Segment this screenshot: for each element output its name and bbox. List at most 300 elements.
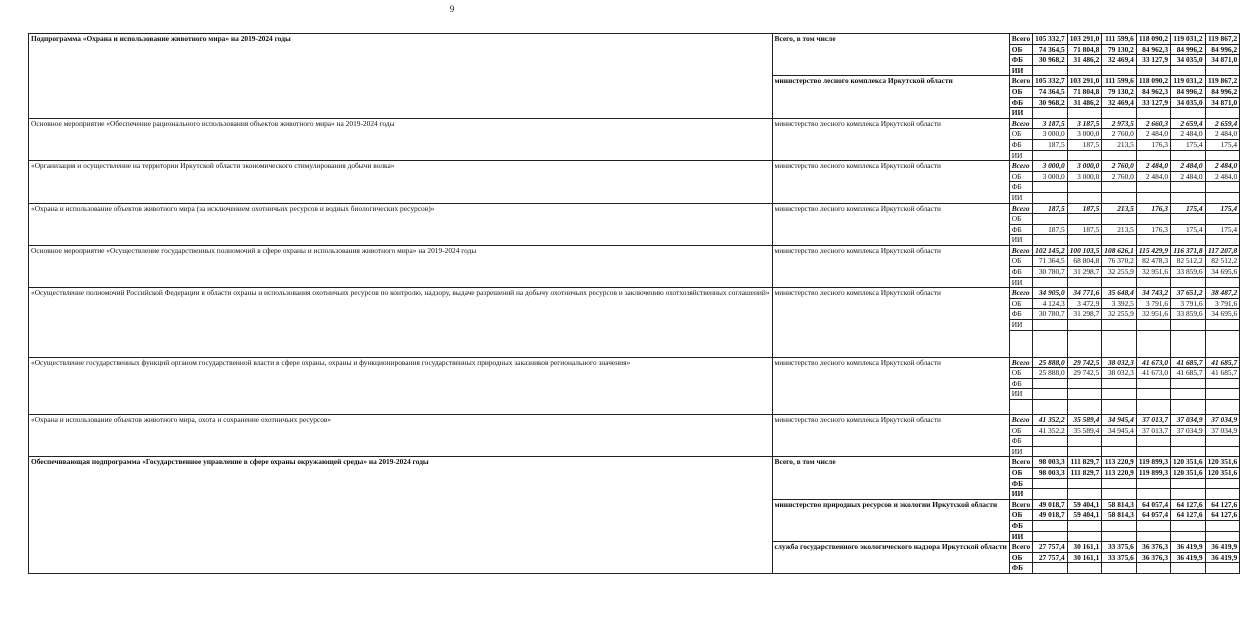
amount-cell	[1205, 563, 1240, 574]
amount-cell	[1067, 531, 1102, 542]
amount-cell: 58 814,3	[1102, 499, 1137, 510]
amount-cell: 36 419,9	[1171, 552, 1206, 563]
amount-cell: 36 376,3	[1136, 552, 1170, 563]
funding-source-cell: ФБ	[1009, 97, 1032, 108]
funding-source-cell: Всего	[1009, 118, 1032, 129]
amount-cell	[1102, 531, 1137, 542]
funding-source-cell: ОБ	[1009, 552, 1032, 563]
amount-cell: 27 757,4	[1033, 552, 1068, 563]
amount-cell: 25 888,0	[1033, 368, 1068, 379]
amount-cell	[1136, 436, 1170, 447]
amount-cell: 41 685,7	[1171, 357, 1206, 368]
amount-cell: 37 013,7	[1136, 415, 1170, 426]
amount-cell: 84 996,2	[1171, 44, 1206, 55]
funding-source-cell: ОБ	[1009, 214, 1032, 225]
amount-cell	[1171, 192, 1206, 203]
amount-cell	[1033, 182, 1068, 193]
funding-source-cell: Всего	[1009, 415, 1032, 426]
table-row	[29, 161, 1240, 172]
amount-cell	[1171, 520, 1206, 531]
amount-cell: 41 352,2	[1033, 415, 1068, 426]
amount-cell	[1136, 478, 1170, 489]
amount-cell: 30 780,7	[1033, 309, 1068, 320]
amount-cell: 32 951,6	[1136, 267, 1170, 278]
amount-cell: 100 103,5	[1067, 245, 1102, 256]
amount-cell: 119 031,2	[1171, 34, 1206, 45]
amount-cell	[1067, 520, 1102, 531]
amount-cell: 33 859,6	[1171, 309, 1206, 320]
amount-cell: 120 351,6	[1205, 467, 1240, 478]
amount-cell: 38 487,2	[1205, 288, 1240, 299]
amount-cell	[1033, 108, 1068, 119]
amount-cell	[1205, 378, 1240, 389]
amount-cell: 29 742,5	[1067, 357, 1102, 368]
amount-cell	[1205, 389, 1240, 400]
amount-cell	[1136, 531, 1170, 542]
amount-cell: 37 034,9	[1171, 415, 1206, 426]
amount-cell: 30 968,2	[1033, 97, 1068, 108]
amount-cell: 119 031,2	[1171, 76, 1206, 87]
amount-cell: 119 899,3	[1136, 467, 1170, 478]
amount-cell	[1136, 108, 1170, 119]
amount-cell: 71 804,8	[1067, 86, 1102, 97]
empty-cell	[1171, 400, 1206, 415]
amount-cell: 3 791,6	[1205, 298, 1240, 309]
amount-cell: 213,5	[1102, 139, 1137, 150]
amount-cell	[1171, 378, 1206, 389]
amount-cell: 187,5	[1067, 224, 1102, 235]
executor-cell: министерство лесного комплекса Иркутской области	[772, 76, 1009, 118]
amount-cell: 2 660,3	[1136, 118, 1170, 129]
amount-cell: 59 404,1	[1067, 510, 1102, 521]
funding-source-cell: ИИ	[1009, 446, 1032, 457]
amount-cell	[1102, 563, 1137, 574]
funding-source-cell: Всего	[1009, 499, 1032, 510]
amount-cell	[1136, 65, 1170, 76]
amount-cell	[1067, 389, 1102, 400]
funding-source-cell: ОБ	[1009, 86, 1032, 97]
amount-cell: 175,4	[1205, 224, 1240, 235]
amount-cell	[1033, 478, 1068, 489]
amount-cell: 3 000,0	[1067, 161, 1102, 172]
amount-cell: 176,3	[1136, 203, 1170, 214]
amount-cell: 49 018,7	[1033, 510, 1068, 521]
amount-cell: 32 951,6	[1136, 309, 1170, 320]
amount-cell: 33 127,9	[1136, 55, 1170, 66]
amount-cell: 35 648,4	[1102, 288, 1137, 299]
amount-cell: 118 090,2	[1136, 76, 1170, 87]
amount-cell: 41 685,7	[1171, 368, 1206, 379]
amount-cell	[1033, 320, 1068, 331]
page-number: 9	[449, 4, 455, 14]
amount-cell: 31 486,2	[1067, 55, 1102, 66]
amount-cell: 187,5	[1033, 203, 1068, 214]
amount-cell	[1205, 192, 1240, 203]
amount-cell: 102 145,2	[1033, 245, 1068, 256]
amount-cell	[1205, 182, 1240, 193]
amount-cell: 31 486,2	[1067, 97, 1102, 108]
amount-cell: 84 996,2	[1205, 44, 1240, 55]
amount-cell: 2 973,5	[1102, 118, 1137, 129]
amount-cell	[1033, 277, 1068, 288]
amount-cell	[1102, 489, 1137, 500]
executor-cell: министерство лесного комплекса Иркутской области	[772, 357, 1009, 414]
amount-cell: 34 695,6	[1205, 267, 1240, 278]
executor-cell: Всего, в том числе	[772, 457, 1009, 499]
amount-cell: 37 034,9	[1171, 425, 1206, 436]
program-name-cell: «Охрана и использование объектов животного мира (за исключением охотничьих ресурсов и водных биологических ресурсов)»	[29, 203, 773, 245]
funding-source-cell: Всего	[1009, 542, 1032, 553]
amount-cell: 111 829,7	[1067, 467, 1102, 478]
amount-cell	[1102, 150, 1137, 161]
amount-cell: 4 124,3	[1033, 298, 1068, 309]
funding-source-cell: Всего	[1009, 34, 1032, 45]
amount-cell: 71 804,8	[1067, 44, 1102, 55]
funding-source-cell: ОБ	[1009, 425, 1032, 436]
amount-cell	[1102, 65, 1137, 76]
amount-cell: 64 127,6	[1171, 499, 1206, 510]
amount-cell: 175,4	[1171, 139, 1206, 150]
amount-cell: 41 673,0	[1136, 368, 1170, 379]
executor-cell: министерство лесного комплекса Иркутской области	[772, 161, 1009, 203]
amount-cell	[1102, 235, 1137, 246]
amount-cell: 120 351,6	[1171, 467, 1206, 478]
amount-cell: 2 760,0	[1102, 129, 1137, 140]
empty-cell	[1102, 400, 1137, 415]
amount-cell: 175,4	[1171, 203, 1206, 214]
empty-cell	[1136, 400, 1170, 415]
amount-cell	[1171, 489, 1206, 500]
amount-cell: 84 962,3	[1136, 44, 1170, 55]
amount-cell: 118 090,2	[1136, 34, 1170, 45]
amount-cell	[1171, 277, 1206, 288]
amount-cell: 33 859,6	[1171, 267, 1206, 278]
amount-cell	[1067, 214, 1102, 225]
amount-cell	[1102, 378, 1137, 389]
amount-cell: 213,5	[1102, 203, 1137, 214]
funding-source-cell: ОБ	[1009, 129, 1032, 140]
amount-cell: 30 780,7	[1033, 267, 1068, 278]
amount-cell	[1102, 436, 1137, 447]
amount-cell: 74 364,5	[1033, 44, 1068, 55]
amount-cell	[1136, 150, 1170, 161]
amount-cell	[1067, 192, 1102, 203]
executor-cell: служба государственного экологического надзора Иркутской области	[772, 542, 1009, 574]
amount-cell: 64 057,4	[1136, 510, 1170, 521]
amount-cell: 2 484,0	[1136, 129, 1170, 140]
amount-cell	[1171, 478, 1206, 489]
funding-source-cell: Всего	[1009, 457, 1032, 468]
amount-cell: 34 695,6	[1205, 309, 1240, 320]
amount-cell	[1205, 489, 1240, 500]
program-name-cell: «Организация и осуществление на территории Иркутской области экономического стимулирования добычи волка»	[29, 161, 773, 203]
funding-source-cell: ИИ	[1009, 108, 1032, 119]
amount-cell	[1136, 446, 1170, 457]
empty-cell	[1009, 330, 1032, 357]
funding-source-cell: ФБ	[1009, 563, 1032, 574]
executor-cell: министерство лесного комплекса Иркутской области	[772, 203, 1009, 245]
amount-cell: 82 512,2	[1205, 256, 1240, 267]
amount-cell	[1136, 520, 1170, 531]
funding-source-cell: ИИ	[1009, 320, 1032, 331]
amount-cell: 2 760,0	[1102, 161, 1137, 172]
amount-cell	[1171, 235, 1206, 246]
amount-cell: 2 484,0	[1136, 171, 1170, 182]
amount-cell	[1136, 563, 1170, 574]
amount-cell: 38 032,3	[1102, 368, 1137, 379]
amount-cell: 33 375,6	[1102, 552, 1137, 563]
amount-cell: 3 000,0	[1067, 129, 1102, 140]
program-name-cell: Основное мероприятие «Осуществление государственных полномочий в сфере охраны и использования животного мира» на 2019-2024 годы	[29, 245, 773, 287]
amount-cell: 111 829,7	[1067, 457, 1102, 468]
funding-source-cell: Всего	[1009, 76, 1032, 87]
executor-cell: Всего, в том числе	[772, 34, 1009, 76]
amount-cell: 33 127,9	[1136, 97, 1170, 108]
funding-source-cell: ИИ	[1009, 389, 1032, 400]
amount-cell	[1205, 320, 1240, 331]
amount-cell	[1102, 214, 1137, 225]
amount-cell	[1136, 489, 1170, 500]
amount-cell: 41 352,2	[1033, 425, 1068, 436]
amount-cell	[1136, 192, 1170, 203]
amount-cell: 34 905,0	[1033, 288, 1068, 299]
amount-cell: 31 298,7	[1067, 309, 1102, 320]
amount-cell	[1102, 182, 1137, 193]
amount-cell: 113 220,9	[1102, 457, 1137, 468]
amount-cell	[1033, 446, 1068, 457]
table-row	[29, 34, 1240, 45]
amount-cell: 41 685,7	[1205, 368, 1240, 379]
amount-cell: 176,3	[1136, 139, 1170, 150]
amount-cell	[1102, 520, 1137, 531]
amount-cell: 3 392,5	[1102, 298, 1137, 309]
amount-cell: 103 291,0	[1067, 76, 1102, 87]
amount-cell: 37 013,7	[1136, 425, 1170, 436]
funding-source-cell: ФБ	[1009, 378, 1032, 389]
amount-cell: 49 018,7	[1033, 499, 1068, 510]
amount-cell: 64 127,6	[1205, 510, 1240, 521]
funding-source-cell: ФБ	[1009, 139, 1032, 150]
funding-source-cell: ОБ	[1009, 467, 1032, 478]
amount-cell	[1067, 563, 1102, 574]
amount-cell: 187,5	[1067, 139, 1102, 150]
amount-cell	[1171, 389, 1206, 400]
amount-cell	[1033, 214, 1068, 225]
funding-source-cell: Всего	[1009, 245, 1032, 256]
table-row	[29, 288, 1240, 299]
amount-cell: 213,5	[1102, 224, 1137, 235]
amount-cell: 175,4	[1205, 203, 1240, 214]
amount-cell: 34 945,4	[1102, 425, 1137, 436]
funding-source-cell: ОБ	[1009, 510, 1032, 521]
amount-cell	[1033, 65, 1068, 76]
funding-source-cell: ОБ	[1009, 44, 1032, 55]
amount-cell	[1205, 531, 1240, 542]
empty-cell	[1205, 400, 1240, 415]
funding-source-cell: ОБ	[1009, 171, 1032, 182]
amount-cell: 32 255,9	[1102, 309, 1137, 320]
program-name-cell: Основное мероприятие «Обеспечение рационального использования объектов животного мира» на 2019-2024 годы	[29, 118, 773, 160]
amount-cell: 187,5	[1033, 139, 1068, 150]
amount-cell: 119 867,2	[1205, 76, 1240, 87]
amount-cell: 41 685,7	[1205, 357, 1240, 368]
amount-cell: 59 404,1	[1067, 499, 1102, 510]
amount-cell	[1033, 235, 1068, 246]
amount-cell: 3 791,6	[1171, 298, 1206, 309]
amount-cell: 33 375,6	[1102, 542, 1137, 553]
funding-source-cell: ИИ	[1009, 235, 1032, 246]
budget-table	[28, 33, 1240, 574]
table-row	[29, 203, 1240, 214]
amount-cell	[1033, 378, 1068, 389]
amount-cell: 98 003,3	[1033, 457, 1068, 468]
amount-cell: 25 888,0	[1033, 357, 1068, 368]
amount-cell	[1033, 436, 1068, 447]
amount-cell: 2 484,0	[1171, 161, 1206, 172]
program-name-cell: «Осуществление государственных функций органом государственной власти в сфере охраны, охраны и функционирования государственных природных заказников регионального значения»	[29, 357, 773, 414]
amount-cell: 3 000,0	[1033, 171, 1068, 182]
amount-cell	[1171, 446, 1206, 457]
amount-cell: 34 035,0	[1171, 55, 1206, 66]
amount-cell	[1067, 108, 1102, 119]
executor-cell: министерство лесного комплекса Иркутской области	[772, 288, 1009, 357]
amount-cell	[1171, 436, 1206, 447]
amount-cell: 2 484,0	[1205, 161, 1240, 172]
funding-source-cell: ФБ	[1009, 478, 1032, 489]
amount-cell: 82 512,2	[1171, 256, 1206, 267]
funding-source-cell: ФБ	[1009, 224, 1032, 235]
amount-cell: 176,3	[1136, 224, 1170, 235]
amount-cell: 71 364,5	[1033, 256, 1068, 267]
empty-cell	[1009, 400, 1032, 415]
amount-cell: 84 962,3	[1136, 86, 1170, 97]
amount-cell: 74 364,5	[1033, 86, 1068, 97]
amount-cell: 34 743,2	[1136, 288, 1170, 299]
amount-cell: 120 351,6	[1205, 457, 1240, 468]
amount-cell	[1067, 436, 1102, 447]
amount-cell: 29 742,5	[1067, 368, 1102, 379]
table-row	[29, 245, 1240, 256]
amount-cell: 37 651,2	[1171, 288, 1206, 299]
table-row	[29, 357, 1240, 368]
amount-cell	[1205, 277, 1240, 288]
amount-cell	[1102, 277, 1137, 288]
amount-cell	[1067, 235, 1102, 246]
amount-cell: 34 871,0	[1205, 97, 1240, 108]
amount-cell	[1067, 446, 1102, 457]
amount-cell	[1067, 182, 1102, 193]
amount-cell: 37 034,9	[1205, 415, 1240, 426]
table-row	[29, 415, 1240, 426]
amount-cell: 30 161,1	[1067, 552, 1102, 563]
amount-cell	[1033, 531, 1068, 542]
amount-cell: 36 376,3	[1136, 542, 1170, 553]
amount-cell	[1171, 65, 1206, 76]
empty-cell	[1033, 330, 1068, 357]
amount-cell: 3 187,5	[1033, 118, 1068, 129]
amount-cell	[1067, 150, 1102, 161]
funding-source-cell: Всего	[1009, 357, 1032, 368]
empty-cell	[1033, 400, 1068, 415]
executor-cell: министерство лесного комплекса Иркутской области	[772, 415, 1009, 457]
amount-cell	[1205, 65, 1240, 76]
amount-cell: 3 000,0	[1033, 161, 1068, 172]
amount-cell: 68 804,8	[1067, 256, 1102, 267]
amount-cell	[1136, 214, 1170, 225]
funding-source-cell: ИИ	[1009, 489, 1032, 500]
amount-cell: 32 469,4	[1102, 97, 1137, 108]
amount-cell: 27 757,4	[1033, 542, 1068, 553]
amount-cell: 84 996,2	[1171, 86, 1206, 97]
amount-cell: 3 000,0	[1033, 129, 1068, 140]
amount-cell	[1067, 478, 1102, 489]
amount-cell: 64 127,6	[1171, 510, 1206, 521]
amount-cell	[1033, 192, 1068, 203]
empty-cell	[1067, 400, 1102, 415]
amount-cell: 175,4	[1171, 224, 1206, 235]
amount-cell: 108 626,1	[1102, 245, 1137, 256]
amount-cell	[1033, 489, 1068, 500]
amount-cell	[1136, 389, 1170, 400]
empty-cell	[1171, 330, 1206, 357]
amount-cell: 79 130,2	[1102, 86, 1137, 97]
amount-cell	[1171, 182, 1206, 193]
amount-cell: 84 996,2	[1205, 86, 1240, 97]
program-name-cell: Обеспечивающая подпрограмма «Государственное управление в сфере охраны окружающей среды» на 2019-2024 годы	[29, 457, 773, 574]
amount-cell: 30 161,1	[1067, 542, 1102, 553]
amount-cell	[1102, 108, 1137, 119]
amount-cell: 30 968,2	[1033, 55, 1068, 66]
amount-cell: 79 130,2	[1102, 44, 1137, 55]
funding-source-cell: ИИ	[1009, 150, 1032, 161]
amount-cell	[1067, 65, 1102, 76]
amount-cell: 32 469,4	[1102, 55, 1137, 66]
funding-source-cell: ФБ	[1009, 55, 1032, 66]
amount-cell	[1136, 235, 1170, 246]
amount-cell: 117 207,8	[1205, 245, 1240, 256]
amount-cell: 187,5	[1067, 203, 1102, 214]
amount-cell: 41 673,0	[1136, 357, 1170, 368]
amount-cell	[1171, 563, 1206, 574]
amount-cell: 36 419,9	[1205, 552, 1240, 563]
amount-cell: 111 599,6	[1102, 34, 1137, 45]
amount-cell: 3 472,9	[1067, 298, 1102, 309]
amount-cell: 76 370,2	[1102, 256, 1137, 267]
amount-cell: 37 034,9	[1205, 425, 1240, 436]
amount-cell: 2 760,0	[1102, 171, 1137, 182]
amount-cell: 119 899,3	[1136, 457, 1170, 468]
funding-source-cell: ИИ	[1009, 277, 1032, 288]
amount-cell: 34 771,6	[1067, 288, 1102, 299]
amount-cell	[1205, 478, 1240, 489]
amount-cell: 2 484,0	[1136, 161, 1170, 172]
amount-cell	[1171, 531, 1206, 542]
empty-cell	[1067, 330, 1102, 357]
empty-cell	[1102, 330, 1137, 357]
amount-cell	[1205, 446, 1240, 457]
amount-cell: 103 291,0	[1067, 34, 1102, 45]
empty-cell	[1136, 330, 1170, 357]
funding-source-cell: ФБ	[1009, 436, 1032, 447]
amount-cell	[1102, 192, 1137, 203]
funding-source-cell: ФБ	[1009, 309, 1032, 320]
amount-cell: 64 127,6	[1205, 499, 1240, 510]
amount-cell	[1205, 235, 1240, 246]
amount-cell: 34 871,0	[1205, 55, 1240, 66]
amount-cell: 36 419,9	[1205, 542, 1240, 553]
amount-cell: 58 814,3	[1102, 510, 1137, 521]
amount-cell: 82 478,3	[1136, 256, 1170, 267]
